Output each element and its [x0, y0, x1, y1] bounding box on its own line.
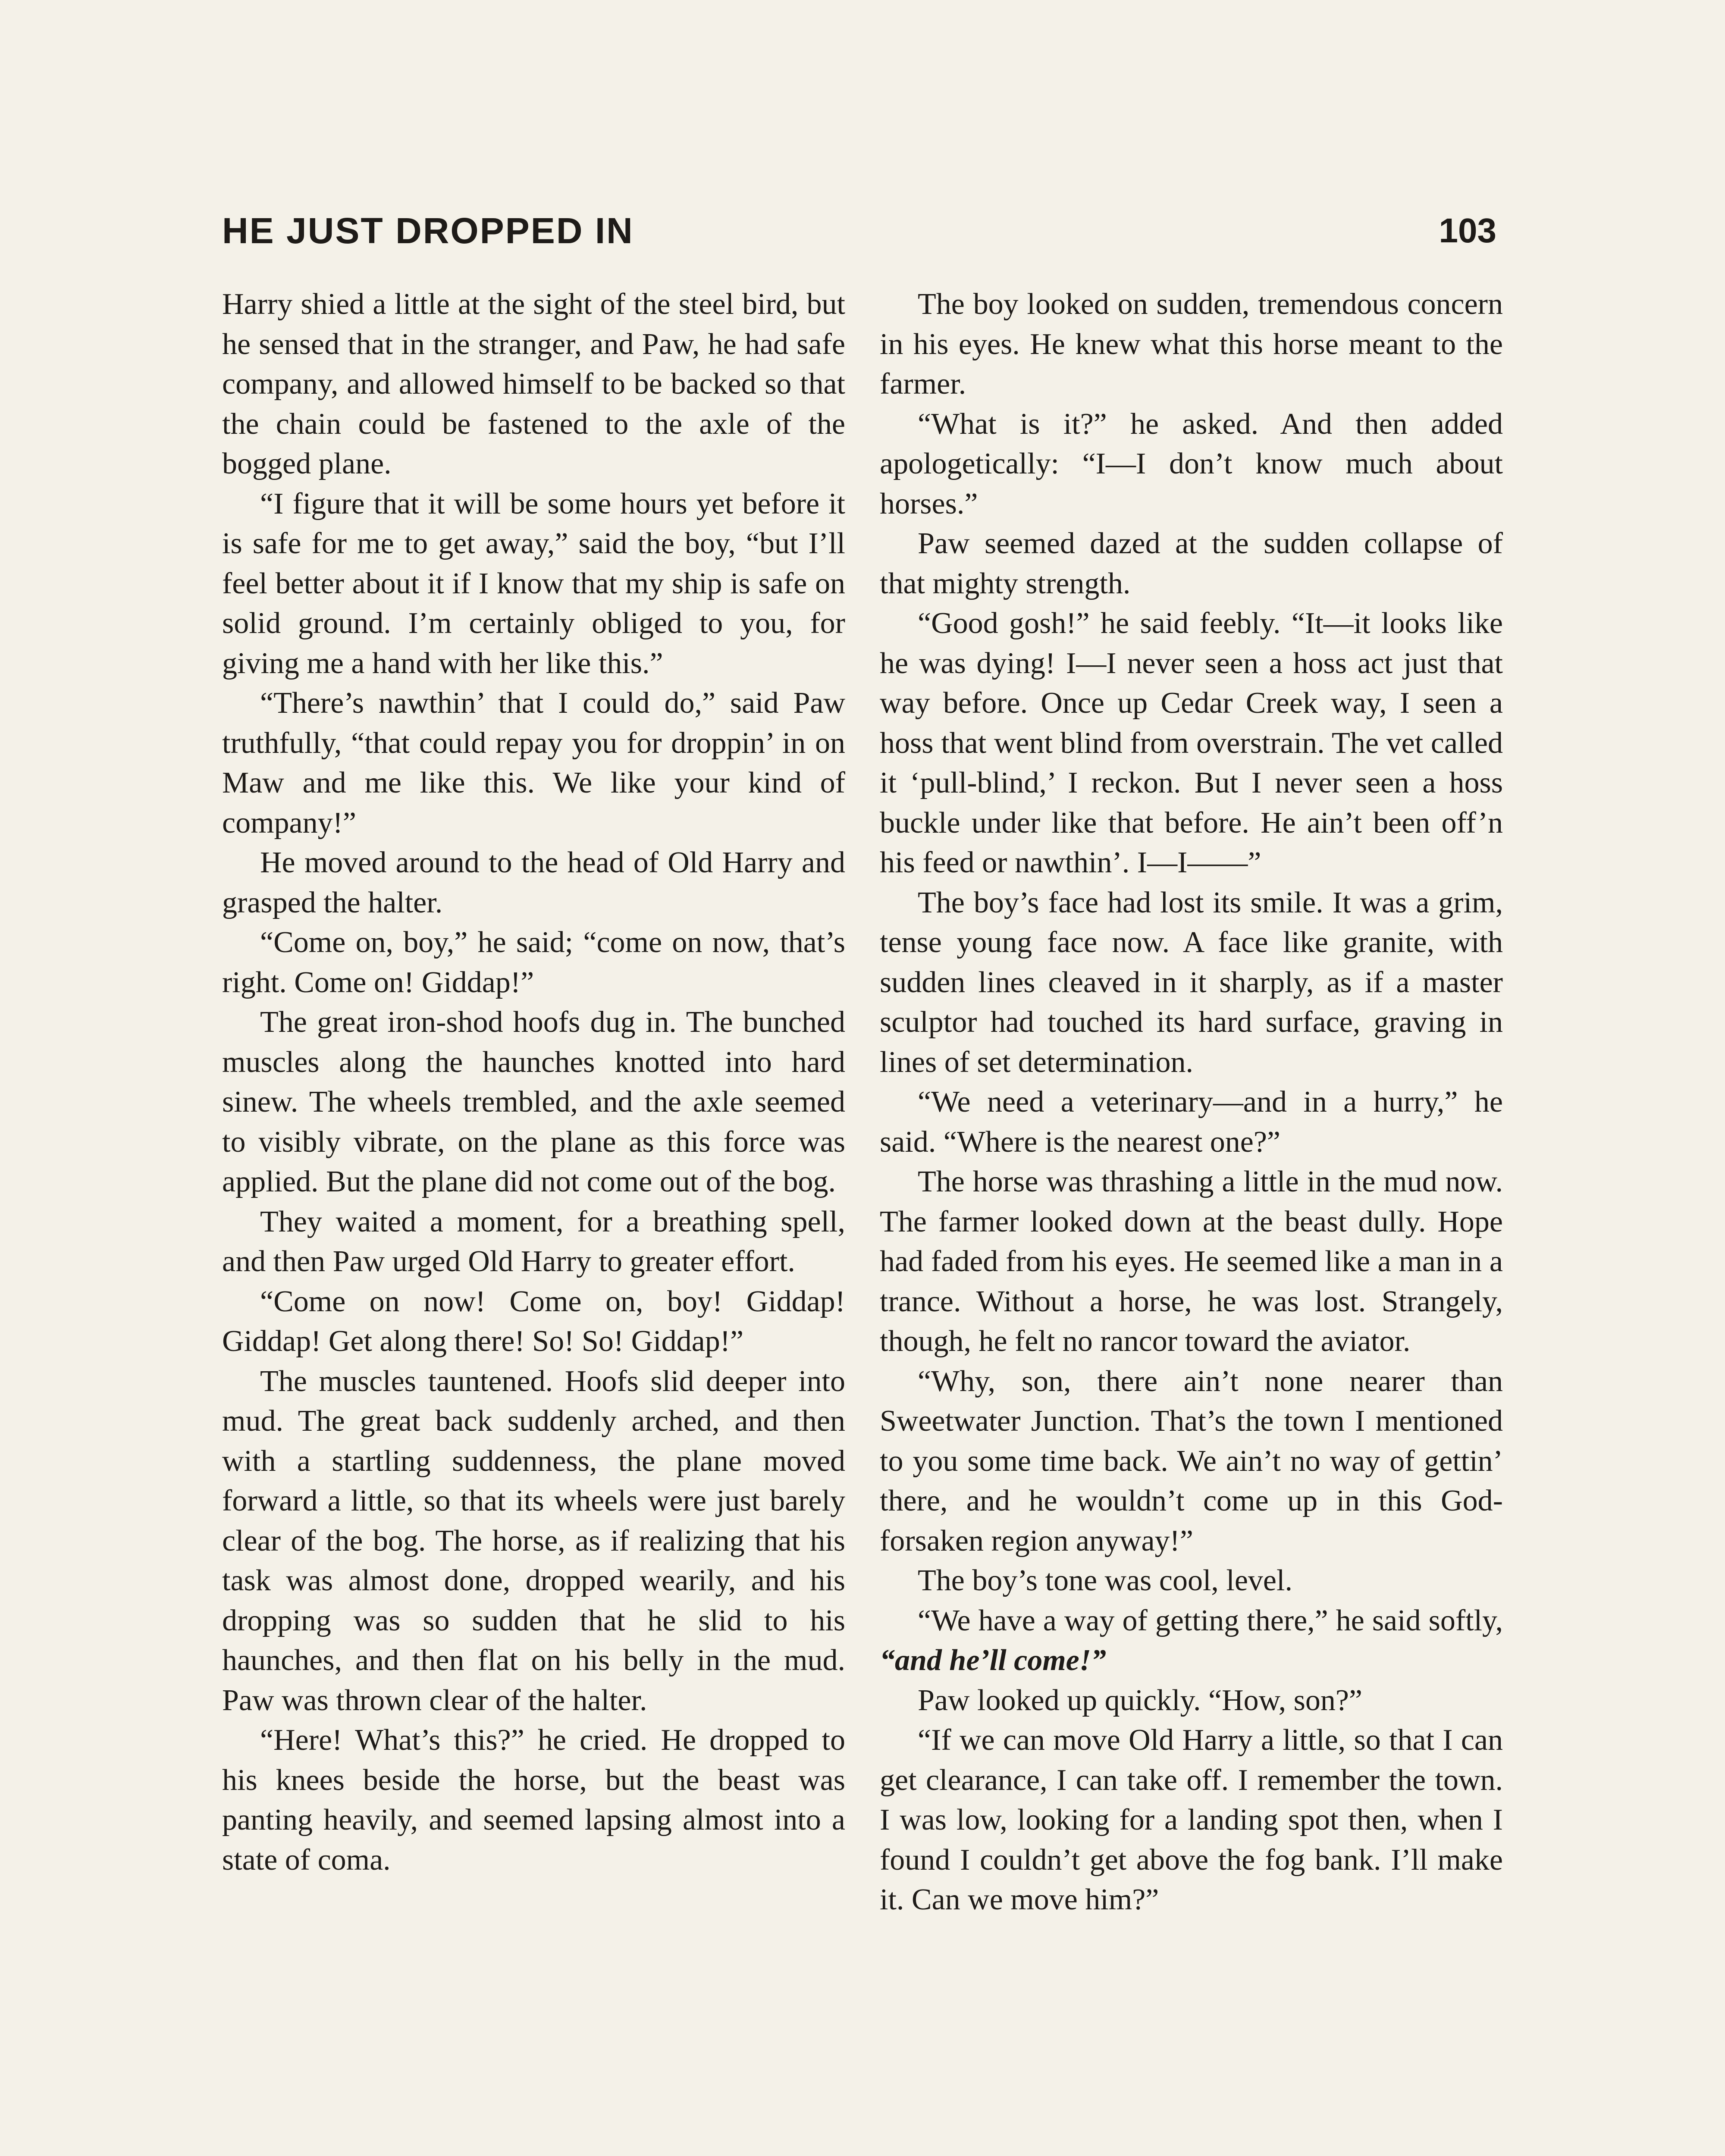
paragraph-text: “We have a way of getting there,” he said softly, — [918, 1604, 1503, 1637]
paragraph: The muscles tauntened. Hoofs slid deeper into mud. The great back suddenly arched, and then with a startling suddenness, the plane moved forward a little, so that its wheels were just barely clear of the bog. The horse, as if realizing that his task was almost done, dropped wearily, and his dropping was so sudden that he slid to his haunches, and then flat on his belly in the mud. Paw was thrown clear of the halter. — [222, 1364, 845, 1717]
paragraph: The horse was thrashing a little in the mud now. The farmer looked down at the beast dully. Hope had faded from his eyes. He seemed like a man in a trance. Without a horse, he was lost. Strangely, though, he felt no rancor toward the aviator. — [880, 1165, 1503, 1358]
paragraph: He moved around to the head of Old Harry and grasped the halter. — [222, 846, 845, 919]
paragraph: “We need a veterinary—and in a hurry,” he said. “Where is the nearest one?” — [880, 1085, 1503, 1159]
paragraph: The great iron-shod hoofs dug in. The bunched muscles along the haunches knotted into hard sinew. The wheels trembled, and the axle seemed to visibly vibrate, on the plane as this force was applied. But the plane did not come out of the bog. — [222, 1006, 845, 1198]
paragraph: Paw seemed dazed at the sudden collapse of that mighty strength. — [880, 527, 1503, 600]
paragraph: Harry shied a little at the sight of the steel bird, but he sensed that in the stranger, and Paw, he had safe company, and allowed himself to be backed so that the chain could be fastened to the axle of the bogged plane. — [222, 288, 845, 480]
paragraph — [880, 1601, 1503, 1681]
left-column — [222, 285, 845, 1880]
paragraph: “Here! What’s this?” he cried. He dropped to his knees beside the horse, but the beast was panting heavily, and seemed lapsing almost into a state of coma. — [222, 1724, 845, 1877]
paragraph: “Come on, boy,” he said; “come on now, that’s right. Come on! Giddap!” — [222, 926, 845, 999]
paragraph: The boy’s face had lost its smile. It was a grim, tense young face now. A face like granite, with sudden lines cleaved in it sharply, as if a master sculptor had touched its hard surface, graving in lines of set determination. — [880, 886, 1503, 1079]
page-number: 103 — [1439, 211, 1496, 250]
page-header — [222, 203, 1496, 259]
paragraph: “Why, son, there ain’t none nearer than Sweetwater Junction. That’s the town I mentioned to you some time back. We ain’t no way of gettin’ there, and he wouldn’t come up in this God-forsaken region anyway!” — [880, 1364, 1503, 1557]
paragraph: The boy’s tone was cool, level. — [918, 1564, 1292, 1597]
paragraph: “I figure that it will be some hours yet before it is safe for me to get away,” said the boy, “but I’ll feel better about it if I know that my ship is safe on solid ground. I’m certainly obliged to you, for giving me a hand with her like this.” — [222, 487, 845, 680]
paragraph: The boy looked on sudden, tremendous concern in his eyes. He knew what this horse meant to the farmer. — [880, 288, 1503, 401]
paragraph: “Good gosh!” he said feebly. “It—it looks like he was dying! I—I never seen a hoss act just that way before. Once up Cedar Creek way, I seen a hoss that went blind from overstrain. The vet called it ‘pull-blind,’ I reckon. But I never seen a hoss buckle under like that before. He ain’t been off’n his feed or nawthin’. I—I——” — [880, 607, 1503, 879]
paragraph: “There’s nawthin’ that I could do,” said Paw truthfully, “that could repay you for droppin’ in on Maw and me like this. We like your kind of company!” — [222, 686, 845, 840]
emphasized-quote: “and he’ll come!” — [880, 1644, 1106, 1677]
paragraph: “What is it?” he asked. And then added apologetically: “I—I don’t know much about horses.” — [880, 407, 1503, 520]
paragraph: Paw looked up quickly. “How, son?” — [918, 1683, 1362, 1717]
right-column — [880, 285, 1503, 1920]
running-title: HE JUST DROPPED IN — [222, 210, 634, 251]
paragraph: “If we can move Old Harry a little, so that I can get clearance, I can take off. I remember the town. I was low, looking for a landing spot then, when I found I couldn’t get above the fog bank. I’ll make it. Can we move him?” — [880, 1724, 1503, 1916]
paragraph: “Come on now! Come on, boy! Giddap! Giddap! Get along there! So! So! Giddap!” — [222, 1285, 845, 1358]
paragraph: They waited a moment, for a breathing spell, and then Paw urged Old Harry to greater effort. — [222, 1205, 845, 1278]
